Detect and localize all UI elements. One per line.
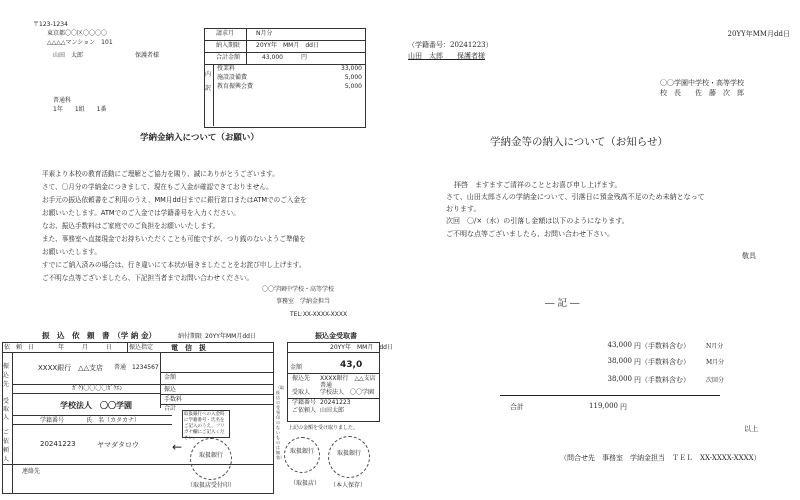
fee-label: 手数料 bbox=[164, 396, 183, 403]
notice-principal: 校 長 佐 藤 次 郎 bbox=[660, 89, 744, 97]
body-line: すでにご納入済みの場合は、行き違いにて本状が届きましたことをお詫び申し上げます。 bbox=[42, 261, 306, 269]
reminder-letter bbox=[0, 0, 393, 500]
body-line: お願いいたします。ATMでのご入金では学籍番号を入力ください。 bbox=[42, 209, 240, 217]
notice-date: 20YY年MM月dd日 bbox=[727, 30, 790, 38]
request-date: 依 頼 日 年 月 日 bbox=[4, 344, 113, 351]
student-number: 20241223 bbox=[40, 440, 76, 448]
amount-note: M月分 bbox=[706, 359, 725, 366]
receipt-side-note: （取扱店の受領印のないものは無効） bbox=[276, 385, 284, 460]
total-unit: 円 bbox=[620, 403, 627, 411]
fee-label: 合計 bbox=[164, 405, 177, 412]
amount-value: 38,000 bbox=[607, 357, 632, 365]
summary-row-value: N月分 bbox=[256, 30, 273, 37]
notice-body-line: 次回 〇/×（水）の引落し金額は以下のようになります。 bbox=[446, 217, 629, 225]
bank-stamp-caption: （取扱店受付印） bbox=[186, 482, 235, 489]
receipt-caption-left: （取扱店） bbox=[290, 480, 321, 487]
deadline-label: 納付期限 bbox=[178, 333, 203, 340]
sender-school: 〇〇学園中学校・高等学校 bbox=[262, 286, 335, 293]
amount-desc: 円（手数料含む） bbox=[634, 376, 690, 384]
summary-row-label: 合計金額 bbox=[216, 54, 241, 61]
breakdown-side-label: 内訳 bbox=[205, 71, 212, 92]
notice-title: 学納金等の納入について（お知らせ） bbox=[490, 136, 668, 148]
summary-row-label: 納入期限 bbox=[216, 42, 241, 49]
breakdown-item-value: 5,000 bbox=[344, 83, 362, 90]
summary-row-label: 請求月 bbox=[216, 30, 235, 37]
notice-body-line: さて、山田太郎さんの学納金について、引落日に預金残高不足のため未納となって bbox=[446, 193, 705, 201]
notice-student-no: （学籍番号：20241223） bbox=[408, 41, 493, 49]
body-line: なお、振込手数料はご家庭でのご負担をお願いいたします。 bbox=[42, 222, 220, 230]
sender-dept: 事務室 学納金担当 bbox=[276, 298, 331, 305]
ki-heading: ― 記 ― bbox=[545, 298, 580, 309]
amount-desc: 円（手数料含む） bbox=[634, 342, 690, 350]
bank-stamp-label: 取扱銀行 bbox=[198, 452, 223, 459]
payee-name: 学校法人 〇〇学園 bbox=[60, 401, 132, 410]
account-number: 普通 1234567 bbox=[114, 364, 159, 371]
receipt-requester-label: ご依頼人 bbox=[292, 407, 317, 414]
class-label: 1年 1組 1番 bbox=[53, 106, 107, 113]
breakdown-item-label: 施設設備費 bbox=[217, 74, 248, 81]
body-line: ご不明な点等ございましたら、下記担当者までお問い合わせください。 bbox=[42, 274, 253, 282]
receipt-name: 山田太郎 bbox=[320, 407, 345, 414]
receipt-title: 振込金受取書 bbox=[315, 332, 357, 340]
body-line: さて、〇月分の学納金につきまして、現在もご入金が確認できておりません。 bbox=[42, 183, 273, 191]
breakdown-item-value: 33,000 bbox=[341, 65, 362, 72]
body-line: お手元の振込依頼書をご利用のうえ、MM月dd日までに銀行窓口またはATMでのご入金を bbox=[42, 196, 307, 204]
body-line: また、事務室へ直接現金でお持ちいただくことも可能ですが、つり銭のないようご準備を bbox=[42, 235, 306, 243]
receipt-payee: 学校法人 〇〇学園 bbox=[320, 389, 375, 396]
receipt-amount-label: 金額 bbox=[290, 364, 303, 371]
note-text: 取扱銀行への入金時に学籍番号・氏名をご記入のうえ、フリガナ欄にご記入ください。 bbox=[184, 412, 225, 441]
receipt-caption-right: （本人保存） bbox=[330, 482, 367, 489]
zip-code: 〒123-1234 bbox=[33, 21, 68, 28]
notice-school: 〇〇学園中学校・高等学校 bbox=[660, 79, 744, 87]
receipt-student-no: 20241223 bbox=[320, 399, 351, 406]
notice-contact: （問合せ先 事務室 学納金担当 ＴＥＬ XX-XXXX-XXXX） bbox=[560, 454, 761, 462]
amount-value: 38,000 bbox=[607, 375, 632, 383]
transfer-kind-value: 電 信 扱 bbox=[171, 344, 206, 352]
course-label: 普通科 bbox=[53, 97, 72, 104]
notice-addressee: 山田 太郎 保護者様 bbox=[408, 52, 485, 60]
requester-side-label: ご依頼人 bbox=[3, 429, 10, 463]
payee-side-label: 受取人 bbox=[3, 398, 10, 421]
receipt-stamp-right-label: 取扱銀行 bbox=[336, 450, 361, 457]
notice-letter bbox=[402, 0, 800, 500]
breakdown-item-value: 5,000 bbox=[344, 74, 362, 81]
fee-label: 金額 bbox=[164, 374, 177, 381]
total-label: 合計 bbox=[510, 403, 524, 411]
fee-label: 振込 bbox=[164, 386, 177, 393]
account-kana: ｶﾞｸ)〇〇〇〇ｶﾞｸｴﾝ bbox=[72, 385, 123, 392]
body-line: お願いいたします。 bbox=[42, 248, 101, 256]
address-line1: 東京都〇〇区〇〇〇〇 bbox=[47, 30, 108, 37]
notice-end: 以上 bbox=[744, 425, 758, 433]
breakdown-item-label: 授業料 bbox=[217, 65, 236, 72]
transfer-kind-label: 振込指定 bbox=[129, 344, 154, 351]
receipt-bank: XXXX銀行 △△支店 bbox=[320, 375, 376, 382]
receipt-account: 普通 bbox=[320, 382, 333, 389]
letter-title: 学納金納入について（お願い） bbox=[140, 133, 259, 143]
amount-value: 43,000 bbox=[607, 341, 632, 349]
student-kana-name: ヤマダタロウ bbox=[97, 441, 139, 449]
recipient-name: 山田 太郎 bbox=[53, 52, 84, 59]
summary-row-value: 20YY年 MM月 dd日 bbox=[256, 42, 319, 49]
breakdown-item-label: 教育振興会費 bbox=[217, 83, 254, 90]
address-line2: △△△△マンション 101 bbox=[47, 39, 113, 46]
contact-label: 連絡先 bbox=[22, 468, 41, 475]
name-kana-label: 氏 名（カタカナ） bbox=[86, 417, 141, 424]
amount-desc: 円（手数料含む） bbox=[634, 358, 690, 366]
bank-side-label: 振込先 bbox=[3, 363, 10, 388]
receipt-stamp-left-label: 取扱銀行 bbox=[289, 448, 314, 455]
notice-body-line: おります。 bbox=[446, 205, 481, 213]
summary-total-value: 43,000 円 bbox=[262, 54, 307, 61]
bank-name: XXXX銀行 △△支店 bbox=[38, 364, 103, 372]
student-no-label: 学籍番号 bbox=[40, 417, 65, 424]
notice-closing: 敬具 bbox=[742, 252, 756, 260]
amount-note: N月分 bbox=[706, 343, 724, 350]
deadline-value: 20YY年MM月dd日 bbox=[205, 333, 256, 340]
guardian-label: 保護者様 bbox=[135, 52, 160, 59]
total-rule bbox=[500, 395, 720, 396]
receipt-student-no-label: 学籍番号 bbox=[292, 399, 317, 406]
receipt-amount: 43,0 bbox=[340, 360, 363, 370]
receipt-payee-label: 受取人 bbox=[292, 389, 311, 396]
body-line: 平素より本校の教育活動にご理解とご協力を賜り、誠にありがとうございます。 bbox=[42, 170, 279, 178]
receipt-date: 20YY年 MM月 dd日 bbox=[330, 344, 393, 351]
sender-tel: TEL:XX-XXXX-XXXX bbox=[290, 311, 348, 318]
receipt-bank-label: 振込先 bbox=[292, 375, 311, 382]
transfer-slip-title: 振 込 依 頼 書 （学 納 金） bbox=[42, 331, 156, 340]
amount-note: 次回分 bbox=[706, 377, 725, 384]
notice-body-line: ご不明な点等ございましたら、お問い合わせ下さい。 bbox=[446, 230, 614, 238]
total-amount: 119,000 bbox=[589, 402, 618, 410]
arrow-left-icon: ← bbox=[172, 440, 183, 454]
receipt-note: 上記の金額を受け取りました。 bbox=[288, 425, 359, 431]
notice-body-line: 拝啓 ますますご清祥のこととお喜び申し上げます。 bbox=[454, 181, 622, 189]
